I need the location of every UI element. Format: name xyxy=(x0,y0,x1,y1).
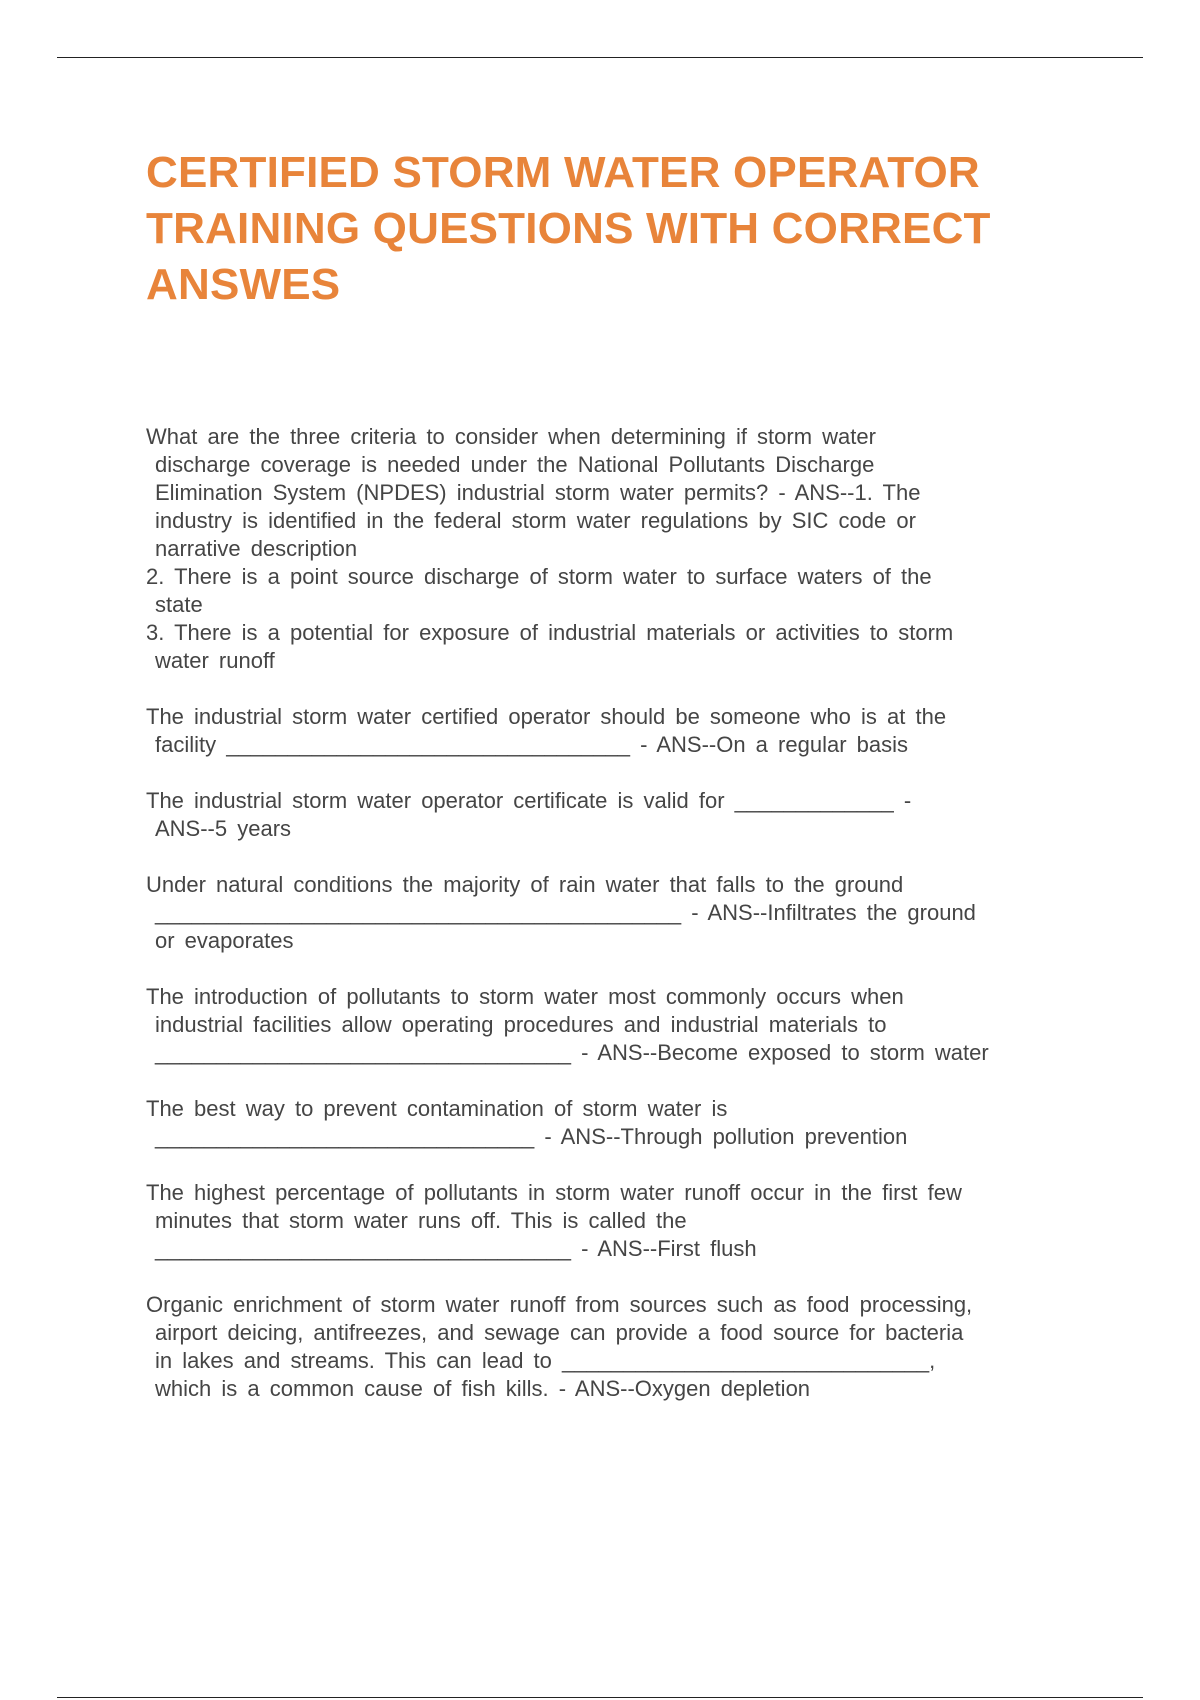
qa-item xyxy=(146,423,1086,675)
qa-item xyxy=(146,983,1086,1067)
qa-line: __________________________________ - ANS--Become exposed to storm water xyxy=(155,1040,989,1065)
qa-line: Under natural conditions the majority of rain water that falls to the ground xyxy=(146,872,904,897)
document-title xyxy=(146,145,1086,313)
qa-line: industrial facilities allow operating procedures and industrial materials to xyxy=(155,1012,887,1037)
qa-line: __________________________________ - ANS--First flush xyxy=(155,1236,757,1261)
qa-line: 2. There is a point source discharge of storm water to surface waters of the xyxy=(146,564,932,589)
qa-line: The highest percentage of pollutants in storm water runoff occur in the first few xyxy=(146,1180,962,1205)
qa-item xyxy=(146,1095,1086,1151)
qa-line: _______________________________ - ANS--Through pollution prevention xyxy=(155,1124,908,1149)
qa-line: minutes that storm water runs off. This is called the xyxy=(155,1208,687,1233)
qa-item xyxy=(146,787,1086,843)
qa-item xyxy=(146,703,1086,759)
qa-line: The introduction of pollutants to storm water most commonly occurs when xyxy=(146,984,904,1009)
title-line: CERTIFIED STORM WATER OPERATOR xyxy=(146,148,980,197)
title-line: TRAINING QUESTIONS WITH CORRECT xyxy=(146,204,991,253)
bottom-rule xyxy=(57,1697,1143,1698)
qa-line: state xyxy=(155,592,203,617)
top-rule xyxy=(57,57,1143,58)
qa-line: or evaporates xyxy=(155,928,294,953)
qa-line: industry is identified in the federal storm water regulations by SIC code or xyxy=(155,508,916,533)
qa-line: facility _________________________________ - ANS--On a regular basis xyxy=(155,732,908,757)
qa-line: ANS--5 years xyxy=(155,816,292,841)
qa-line: The best way to prevent contamination of storm water is xyxy=(146,1096,728,1121)
qa-line: Organic enrichment of storm water runoff from sources such as food processing, xyxy=(146,1292,973,1317)
qa-line: water runoff xyxy=(155,648,275,673)
qa-list xyxy=(146,423,1086,1431)
qa-line: The industrial storm water operator certificate is valid for _____________ - xyxy=(146,788,912,813)
qa-item xyxy=(146,1291,1086,1403)
qa-item xyxy=(146,1179,1086,1263)
qa-line: 3. There is a potential for exposure of industrial materials or activities to storm xyxy=(146,620,954,645)
qa-item xyxy=(146,871,1086,955)
qa-line: narrative description xyxy=(155,536,358,561)
title-line: ANSWES xyxy=(146,260,341,309)
qa-line: Elimination System (NPDES) industrial storm water permits? - ANS--1. The xyxy=(155,480,921,505)
qa-line: discharge coverage is needed under the National Pollutants Discharge xyxy=(155,452,875,477)
qa-line: The industrial storm water certified operator should be someone who is at the xyxy=(146,704,947,729)
qa-line: which is a common cause of fish kills. - ANS--Oxygen depletion xyxy=(155,1376,811,1401)
qa-line: ___________________________________________ - ANS--Infiltrates the ground xyxy=(155,900,976,925)
qa-line: airport deicing, antifreezes, and sewage can provide a food source for bacteria xyxy=(155,1320,964,1345)
qa-line: What are the three criteria to consider when determining if storm water xyxy=(146,424,876,449)
qa-line: in lakes and streams. This can lead to ______________________________, xyxy=(155,1348,936,1373)
